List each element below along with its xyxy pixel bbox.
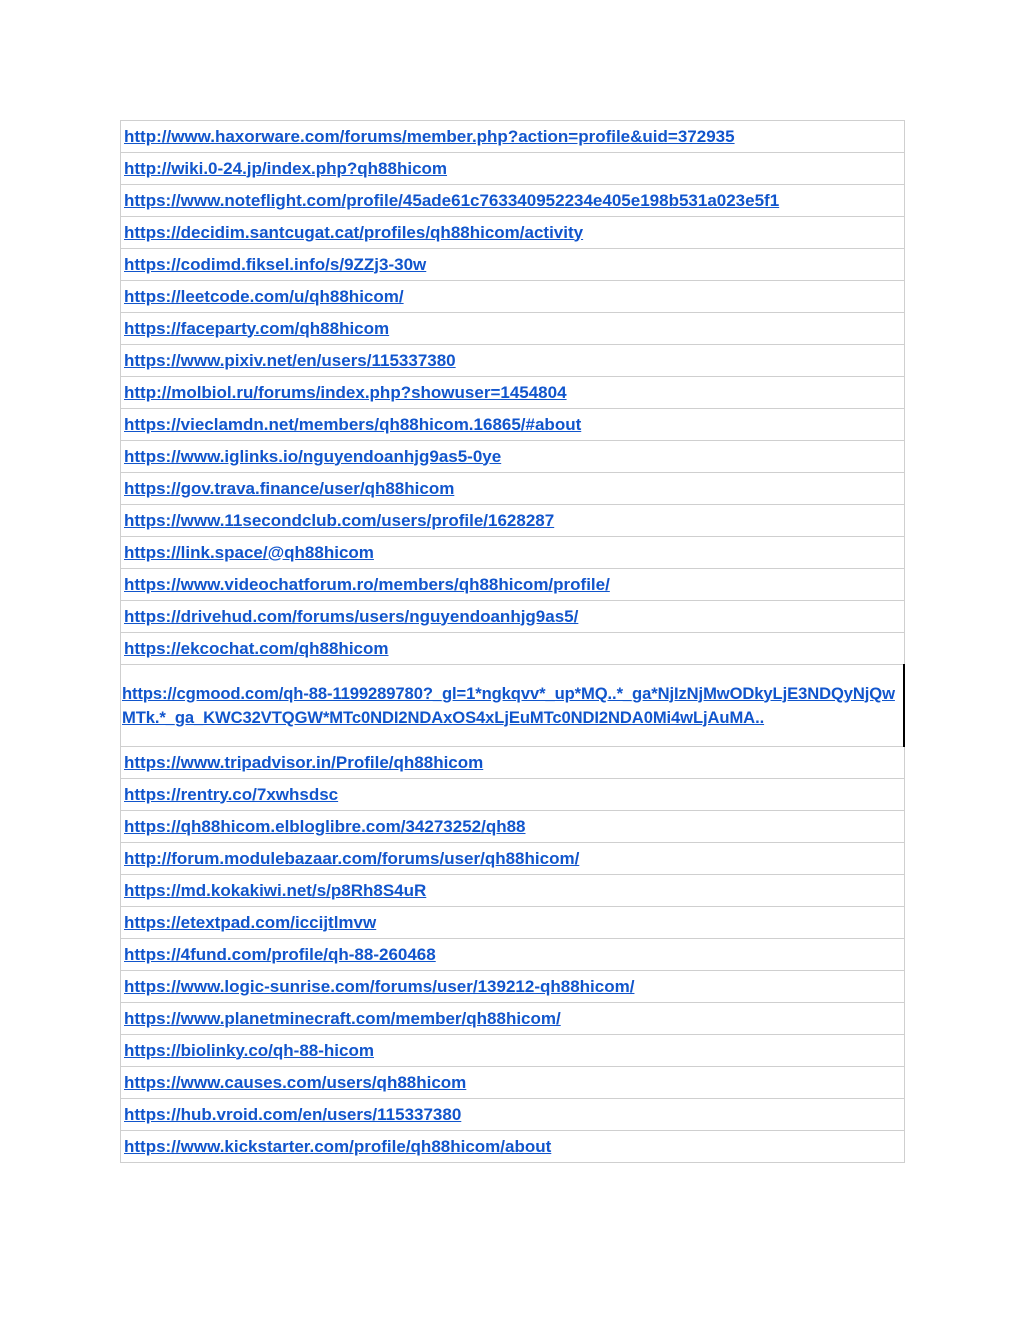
link[interactable]: https://biolinky.co/qh-88-hicom [124, 1040, 374, 1060]
link[interactable]: https://cgmood.com/qh-88-1199289780?_gl=1*ngkqvv*_up*MQ..*_ga*NjIzNjMwODkyLjE3NDQyNjQwMTk.*_ga_KWC32VTQGW*MTc0NDI2NDAxOS4xLjEuMTc0NDI2NDA0Mi4wLjAuMA.. [122, 683, 895, 727]
link[interactable]: https://vieclamdn.net/members/qh88hicom.16865/#about [124, 414, 582, 434]
table-row [121, 971, 905, 1003]
table-cell [121, 1131, 905, 1163]
table-row [121, 441, 905, 473]
table-row [121, 217, 905, 249]
table-cell [121, 249, 905, 281]
link[interactable]: https://etextpad.com/iccijtlmvw [124, 912, 377, 932]
table-row [121, 601, 905, 633]
table-row [121, 1099, 905, 1131]
link[interactable]: https://ekcochat.com/qh88hicom [124, 638, 389, 658]
table-row [121, 1067, 905, 1099]
table-row [121, 505, 905, 537]
table-row [121, 345, 905, 377]
link[interactable]: https://hub.vroid.com/en/users/115337380 [124, 1104, 462, 1124]
table-row [121, 843, 905, 875]
link-table [120, 120, 905, 1163]
table-cell [121, 505, 905, 537]
table-cell [121, 1099, 905, 1131]
link[interactable]: https://www.logic-sunrise.com/forums/user/139212-qh88hicom/ [124, 976, 635, 996]
table-row [121, 313, 905, 345]
link[interactable]: https://link.space/@qh88hicom [124, 542, 374, 562]
table-row [121, 633, 905, 665]
table-cell [121, 153, 905, 185]
link[interactable]: https://leetcode.com/u/qh88hicom/ [124, 286, 404, 306]
table-cell [121, 1035, 905, 1067]
table-cell [121, 747, 905, 779]
table-row [121, 249, 905, 281]
table-row [121, 1035, 905, 1067]
table-cell [121, 473, 905, 505]
table-row [121, 569, 905, 601]
table-cell [121, 313, 905, 345]
table-cell [121, 217, 905, 249]
link[interactable]: https://codimd.fiksel.info/s/9ZZj3-30w [124, 254, 427, 274]
table-cell [121, 281, 905, 313]
link[interactable]: https://faceparty.com/qh88hicom [124, 318, 390, 338]
link[interactable]: https://qh88hicom.elbloglibre.com/34273252/qh88 [124, 816, 526, 836]
link[interactable]: https://decidim.santcugat.cat/profiles/qh88hicom/activity [124, 222, 584, 242]
table-cell [121, 441, 905, 473]
table-cell [121, 345, 905, 377]
link[interactable]: http://www.haxorware.com/forums/member.php?action=profile&uid=372935 [124, 126, 735, 146]
link[interactable]: https://www.videochatforum.ro/members/qh88hicom/profile/ [124, 574, 610, 594]
link[interactable]: https://4fund.com/profile/qh-88-260468 [124, 944, 436, 964]
link[interactable]: http://forum.modulebazaar.com/forums/user/qh88hicom/ [124, 848, 580, 868]
link[interactable]: https://www.pixiv.net/en/users/115337380 [124, 350, 456, 370]
link[interactable]: https://www.kickstarter.com/profile/qh88hicom/about [124, 1136, 552, 1156]
link[interactable]: http://molbiol.ru/forums/index.php?showuser=1454804 [124, 382, 567, 402]
table-row [121, 281, 905, 313]
table-row [121, 537, 905, 569]
table-row [121, 185, 905, 217]
link[interactable]: http://wiki.0-24.jp/index.php?qh88hicom [124, 158, 448, 178]
table-row [121, 409, 905, 441]
table-cell [121, 601, 905, 633]
link[interactable]: https://www.noteflight.com/profile/45ade61c763340952234e405e198b531a023e5f1 [124, 190, 780, 210]
table-row [121, 907, 905, 939]
table-cell [121, 185, 905, 217]
link[interactable]: https://www.planetminecraft.com/member/qh88hicom/ [124, 1008, 561, 1028]
table-cell [121, 939, 905, 971]
table-cell [121, 409, 905, 441]
table-row [121, 153, 905, 185]
table-row [121, 747, 905, 779]
table-cell [121, 569, 905, 601]
table-row [121, 779, 905, 811]
table-cell [121, 665, 905, 747]
table-row [121, 939, 905, 971]
link[interactable]: https://www.11secondclub.com/users/profile/1628287 [124, 510, 555, 530]
table-cell [121, 1067, 905, 1099]
table-row [121, 377, 905, 409]
table-row [121, 875, 905, 907]
link[interactable]: https://www.tripadvisor.in/Profile/qh88hicom [124, 752, 484, 772]
link[interactable]: https://rentry.co/7xwhsdsc [124, 784, 339, 804]
table-row [121, 1003, 905, 1035]
table-cell [121, 875, 905, 907]
link[interactable]: https://www.iglinks.io/nguyendoanhjg9as5-0ye [124, 446, 502, 466]
table-row [121, 121, 905, 153]
table-cell [121, 971, 905, 1003]
table-cell [121, 843, 905, 875]
table-cell [121, 121, 905, 153]
table-cell [121, 811, 905, 843]
link[interactable]: https://www.causes.com/users/qh88hicom [124, 1072, 467, 1092]
link[interactable]: https://drivehud.com/forums/users/nguyendoanhjg9as5/ [124, 606, 579, 626]
table-cell [121, 537, 905, 569]
table-cell [121, 1003, 905, 1035]
table-row [121, 473, 905, 505]
table-cell [121, 779, 905, 811]
table-row [121, 1131, 905, 1163]
table-cell [121, 907, 905, 939]
link[interactable]: https://md.kokakiwi.net/s/p8Rh8S4uR [124, 880, 427, 900]
table-row [121, 811, 905, 843]
table-row [121, 665, 905, 747]
table-cell [121, 377, 905, 409]
table-cell [121, 633, 905, 665]
link[interactable]: https://gov.trava.finance/user/qh88hicom [124, 478, 455, 498]
